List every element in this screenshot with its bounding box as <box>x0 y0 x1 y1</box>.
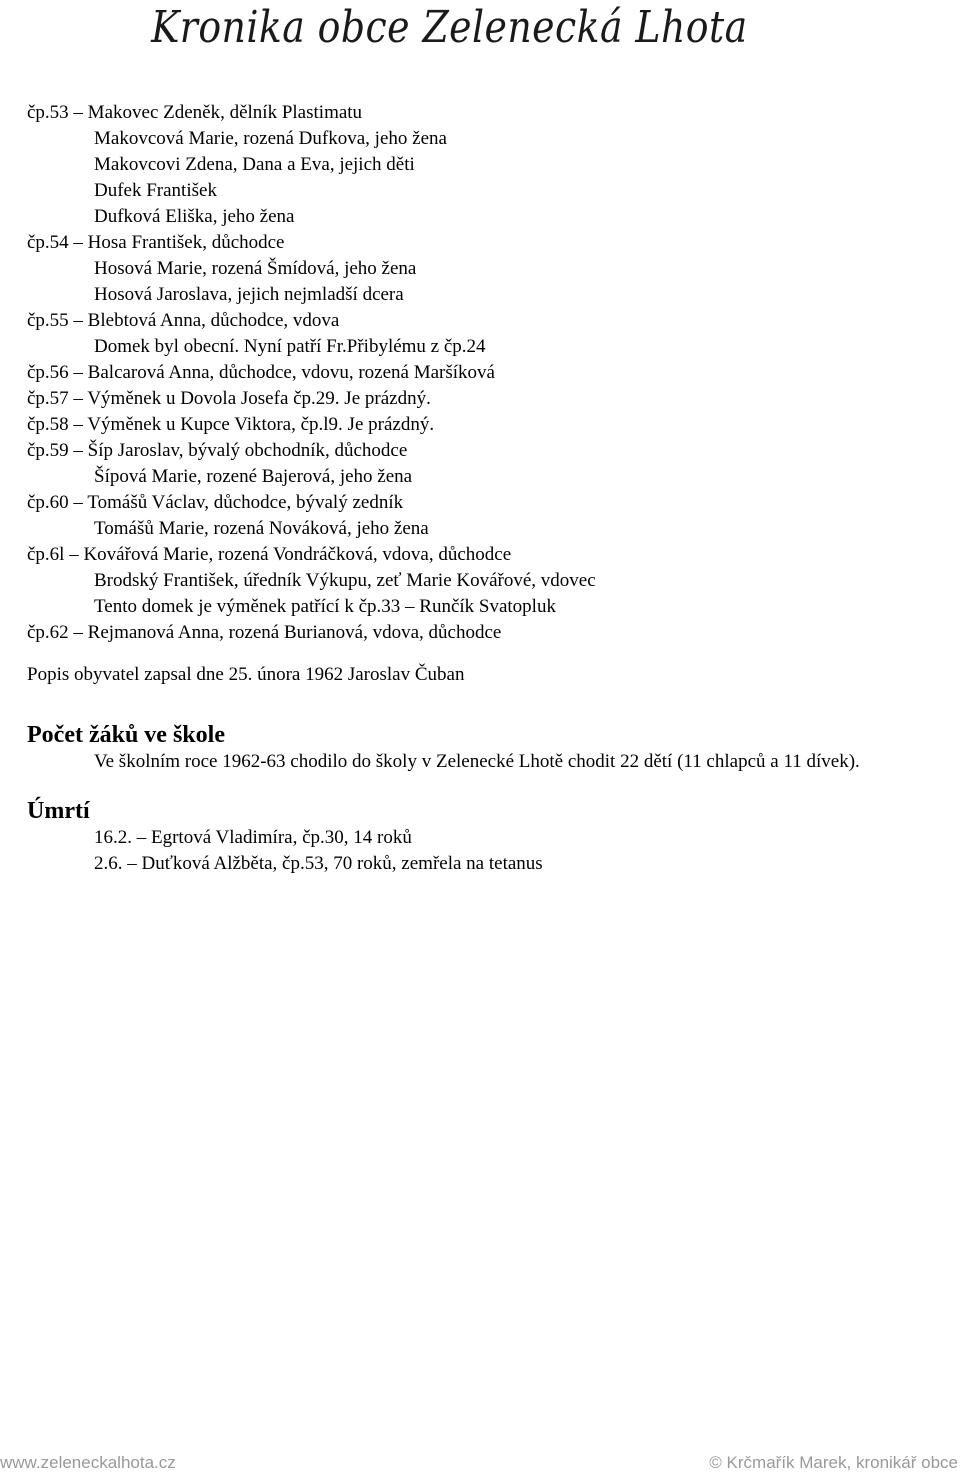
resident-line: Makovcová Marie, rozená Dufkova, jeho žena <box>94 128 447 149</box>
resident-line: čp.59 – Šíp Jaroslav, bývalý obchodník, důchodce <box>27 440 408 461</box>
residents-list <box>27 100 937 646</box>
resident-line: čp.53 – Makovec Zdeněk, dělník Plastimatu <box>27 102 363 123</box>
resident-line: Tomášů Marie, rozená Nováková, jeho žena <box>94 518 429 539</box>
resident-line: čp.58 – Výměnek u Kupce Viktora, čp.l9. Je prázdný. <box>27 414 435 435</box>
resident-line: Brodský František, úředník Výkupu, zeť Marie Kovářové, vdovec <box>94 570 596 591</box>
resident-line: Dufek František <box>94 180 217 201</box>
resident-line: Tento domek je výměnek patřící k čp.33 – Runčík Svatopluk <box>94 596 556 617</box>
deaths-list <box>27 825 937 877</box>
death-entry: 16.2. – Egrtová Vladimíra, čp.30, 14 roků <box>94 827 412 848</box>
resident-line: Dufková Eliška, jeho žena <box>94 206 295 227</box>
author-credit: © Krčmařík Marek, kronikář obce <box>709 1453 958 1472</box>
deaths-heading: Úmrtí <box>27 798 90 824</box>
resident-line: čp.55 – Blebtová Anna, důchodce, vdova <box>27 310 340 331</box>
resident-line: Domek byl obecní. Nyní patří Fr.Přibylému z čp.24 <box>94 336 486 357</box>
resident-line: Šípová Marie, rozené Bajerová, jeho žena <box>94 466 413 487</box>
resident-line: Makovcovi Zdena, Dana a Eva, jejich děti <box>94 154 415 175</box>
chronicle-title: Kronika obce Zelenecká Lhota <box>151 2 748 53</box>
resident-line: Hosová Marie, rozená Šmídová, jeho žena <box>94 258 417 279</box>
pupils-paragraph: Ve školním roce 1962-63 chodilo do školy v Zelenecké Lhotě chodit 22 dětí (11 chlapců a 11 dívek). <box>94 751 860 772</box>
death-entry: 2.6. – Duťková Alžběta, čp.53, 70 roků, zemřela na tetanus <box>94 853 543 874</box>
page-header <box>0 0 960 60</box>
page-footer <box>0 1453 960 1476</box>
resident-line: čp.56 – Balcarová Anna, důchodce, vdovu, rozená Maršíková <box>27 362 495 383</box>
census-note: Popis obyvatel zapsal dne 25. února 1962 Jaroslav Čuban <box>27 664 465 685</box>
resident-line: čp.62 – Rejmanová Anna, rozená Burianová, vdova, důchodce <box>27 622 502 643</box>
resident-line: čp.60 – Tomášů Václav, důchodce, bývalý zedník <box>27 492 404 513</box>
resident-line: čp.57 – Výměnek u Dovola Josefa čp.29. Je prázdný. <box>27 388 431 409</box>
resident-line: čp.6l – Kovářová Marie, rozená Vondráčková, vdova, důchodce <box>27 544 512 565</box>
website-link[interactable]: www.zeleneckalhota.cz <box>0 1453 176 1472</box>
pupils-heading: Počet žáků ve škole <box>27 722 225 748</box>
chronicle-content <box>27 100 937 877</box>
resident-line: Hosová Jaroslava, jejich nejmladší dcera <box>94 284 404 305</box>
resident-line: čp.54 – Hosa František, důchodce <box>27 232 285 253</box>
